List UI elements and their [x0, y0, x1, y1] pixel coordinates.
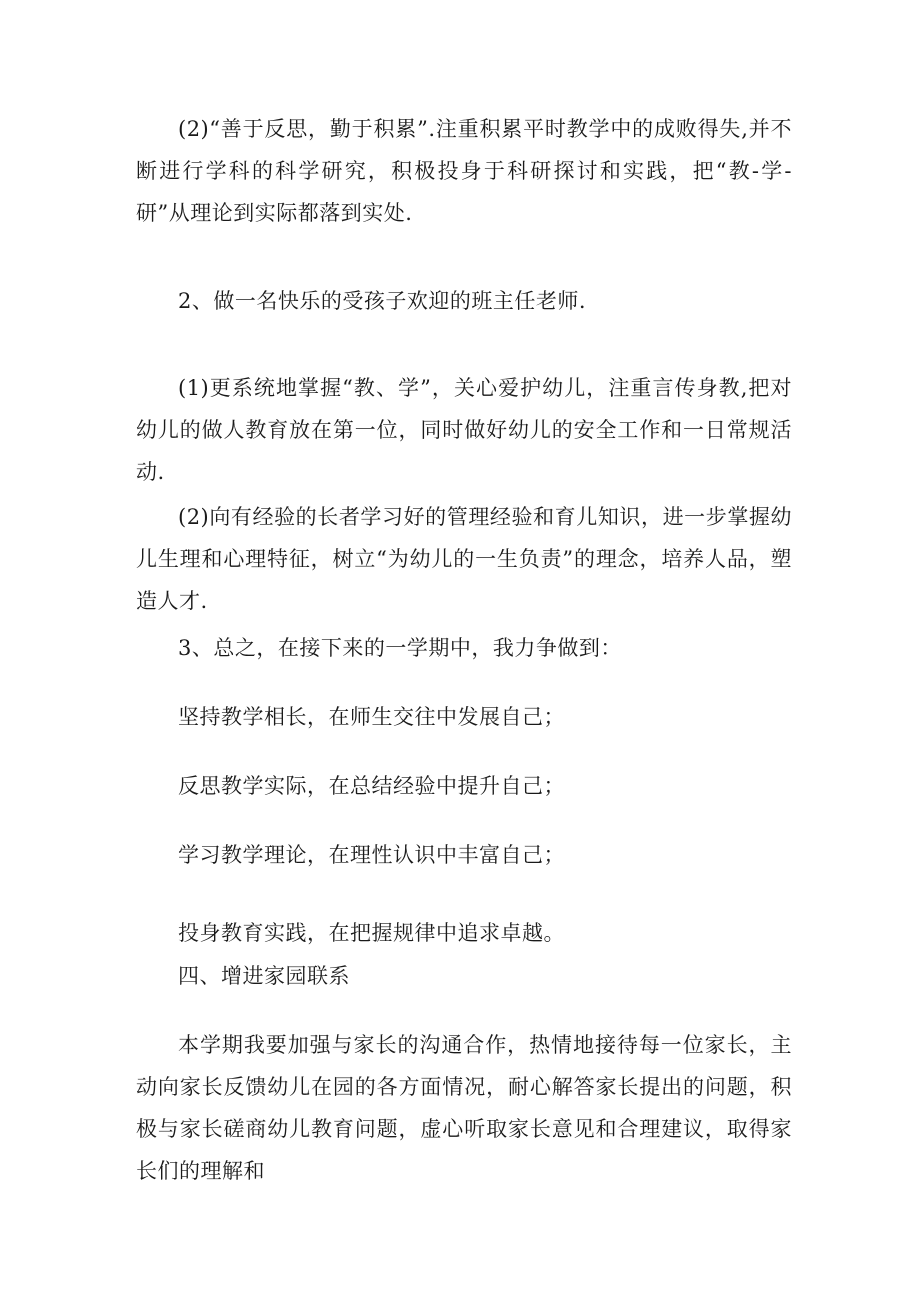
- paragraph-heading-3: 3、总之，在接下来的一学期中，我力争做到：: [178, 636, 622, 660]
- goal-line-3: 学习教学理论，在理性认识中丰富自己；: [178, 843, 565, 867]
- goal-line-1: 坚持教学相长，在师生交往中发展自己；: [178, 705, 565, 729]
- section-heading-4: 四、增进家园联系: [178, 964, 350, 988]
- paragraph-heading-2: 2、做一名快乐的受孩子欢迎的班主任老师.: [178, 289, 587, 313]
- goal-line-2: 反思教学实际，在总结经验中提升自己；: [178, 774, 565, 798]
- paragraph-home-school: 本学期我要加强与家长的沟通合作，热情地接待每一位家长，主动向家长反馈幼儿在园的各方面情况，耐心解答家长提出的问题，积极与家长磋商幼儿教育问题，虚心听取家长意见和合理建议，取得家长们的理解和: [136, 1033, 792, 1183]
- paragraph-reflection: (2)“善于反思，勤于积累”.注重积累平时教学中的成败得失,并不断进行学科的科学研究，积极投身于科研探讨和实践，把“教-学-研”从理论到实际都落到实处.: [136, 117, 792, 225]
- paragraph-item-2: (2)向有经验的长者学习好的管理经验和育儿知识，进一步掌握幼儿生理和心理特征，树立“为幼儿的一生负责”的理念，培养人品，塑造人才.: [136, 505, 792, 613]
- paragraph-item-1: (1)更系统地掌握“教、学”，关心爱护幼儿，注重言传身教,把对幼儿的做人教育放在第一位，同时做好幼儿的安全工作和一日常规活动.: [136, 376, 792, 484]
- goal-line-4: 投身教育实践，在把握规律中追求卓越。: [178, 921, 565, 945]
